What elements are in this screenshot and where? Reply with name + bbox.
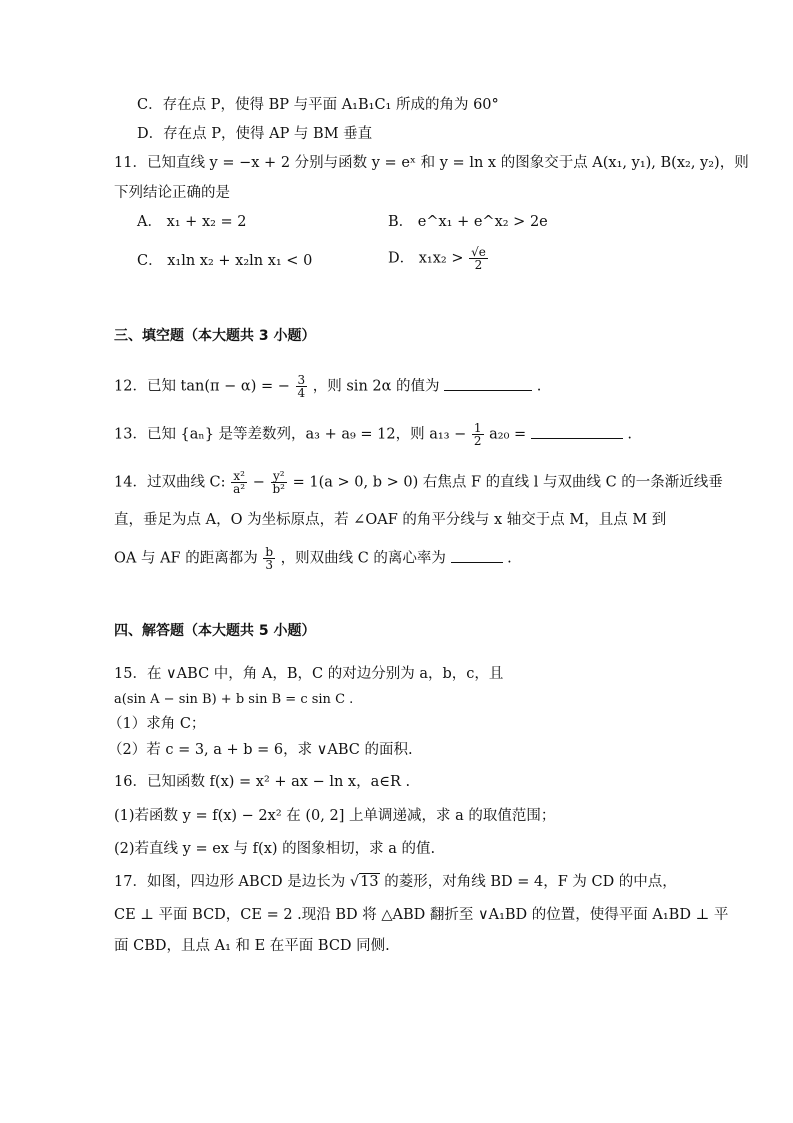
q11-option-d-prefix: D． x₁x₂ > [388, 250, 464, 267]
q16-part2: (2)若直线 y = ex 与 f(x) 的图象相切，求 a 的值. [114, 841, 436, 857]
q12-prefix: 12．已知 tan(π − α) = − [114, 378, 290, 395]
q11-stem-line2: 下列结论正确的是 [114, 185, 230, 201]
q13-suffix: a₂₀ = [489, 426, 527, 443]
fraction-numerator: √e [471, 245, 486, 259]
q13-end: . [627, 426, 632, 443]
q14-end: . [507, 550, 512, 567]
fraction-denominator: 2 [474, 258, 483, 272]
q14-answer-blank [451, 548, 503, 563]
q11-option-a: A． x₁ + x₂ = 2 [137, 214, 247, 230]
fraction-numerator: x² [231, 470, 247, 483]
q13-answer-blank [531, 424, 623, 439]
q11-option-d-fraction [469, 246, 488, 271]
q11-stem-line1: 11．已知直线 y = −x + 2 分别与函数 y = eˣ 和 y = ln x 的图象交于点 A(x₁, y₁), B(x₂, y₂)，则 [114, 155, 749, 171]
fraction-numerator: 3 [297, 373, 306, 387]
q14-fraction-b3 [263, 546, 275, 571]
q14-minus: − [252, 474, 265, 491]
section-4-title: 四、解答题（本大题共 5 小题） [114, 623, 316, 639]
q12-answer-blank [444, 376, 532, 391]
q11-option-c: C． x₁ln x₂ + x₂ln x₁ < 0 [137, 253, 313, 269]
q17-sqrt-value: 13 [360, 874, 379, 890]
q14-line1 [114, 470, 723, 495]
q12-suffix: ，则 sin 2α 的值为 [312, 378, 440, 395]
q14-line1-suffix: = 1(a > 0, b > 0) 右焦点 F 的直线 l 与双曲线 C 的一条渐近线垂 [292, 474, 723, 491]
q17-line1 [114, 872, 677, 892]
q10-option-d: D．存在点 P，使得 AP 与 BM 垂直 [137, 126, 373, 142]
q16-part1: (1)若函数 y = f(x) − 2x² 在 (0, 2] 上单调递减，求 a 的取值范围； [114, 808, 556, 824]
q14-line3-prefix: OA 与 AF 的距离都为 [114, 550, 258, 567]
q13-text [114, 422, 632, 447]
q14-prefix: 14．过双曲线 C: [114, 474, 226, 491]
q13-prefix: 13．已知 {aₙ} 是等差数列，a₃ + a₉ = 12，则 a₁₃ − [114, 426, 467, 443]
q12-end: . [536, 378, 542, 395]
q13-fraction [472, 422, 484, 447]
fraction-numerator: 1 [473, 421, 482, 435]
q15-part1: （1）求角 C； [108, 716, 206, 732]
q15-part2: （2）若 c = 3, a + b = 6，求 ∨ABC 的面积. [108, 742, 413, 758]
sqrt-sign: √ [349, 874, 360, 890]
q17-line3: 面 CBD，且点 A₁ 和 E 在平面 BCD 同侧. [114, 938, 390, 954]
q12-text [114, 374, 541, 399]
fraction-numerator: y² [271, 470, 288, 483]
q16-line1: 16．已知函数 f(x) = x² + ax − ln x，a∈R . [114, 774, 411, 790]
fraction-denominator: a² [233, 482, 246, 496]
fraction-denominator: 3 [265, 558, 273, 572]
q17-line1-prefix: 17．如图，四边形 ABCD 是边长为 [114, 874, 346, 890]
q12-fraction [296, 374, 308, 399]
q15-line1: 15．在 ∨ABC 中，角 A，B，C 的对边分别为 a，b，c，且 [114, 666, 504, 682]
q14-line3-suffix: ，则双曲线 C 的离心率为 [280, 550, 446, 567]
fraction-denominator: b² [272, 482, 285, 496]
q15-line2: a(sin A − sin B) + b sin B = c sin C . [114, 692, 354, 707]
q17-line2: CE ⊥ 平面 BCD，CE = 2 .现沿 BD 将 △ABD 翻折至 ∨A₁BD 的位置，使得平面 A₁BD ⊥ 平 [114, 907, 729, 923]
section-3-title: 三、填空题（本大题共 3 小题） [114, 328, 316, 344]
q10-option-c: C．存在点 P，使得 BP 与平面 A₁B₁C₁ 所成的角为 60° [137, 97, 499, 113]
fraction-denominator: 4 [297, 386, 306, 400]
q14-line3 [114, 546, 512, 571]
q11-option-d [388, 246, 489, 271]
fraction-numerator: b [265, 545, 274, 559]
q11-option-b: B． e^x₁ + e^x₂ > 2e [388, 214, 548, 230]
fraction-denominator: 2 [473, 434, 482, 448]
q17-line1-suffix: 的菱形，对角线 BD = 4，F 为 CD 的中点， [384, 874, 677, 890]
q14-line2: 直，垂足为点 A，O 为坐标原点，若 ∠OAF 的角平分线与 x 轴交于点 M，且点 M 到 [114, 512, 667, 528]
q14-fraction-x [231, 470, 247, 495]
q14-fraction-y [271, 470, 288, 495]
